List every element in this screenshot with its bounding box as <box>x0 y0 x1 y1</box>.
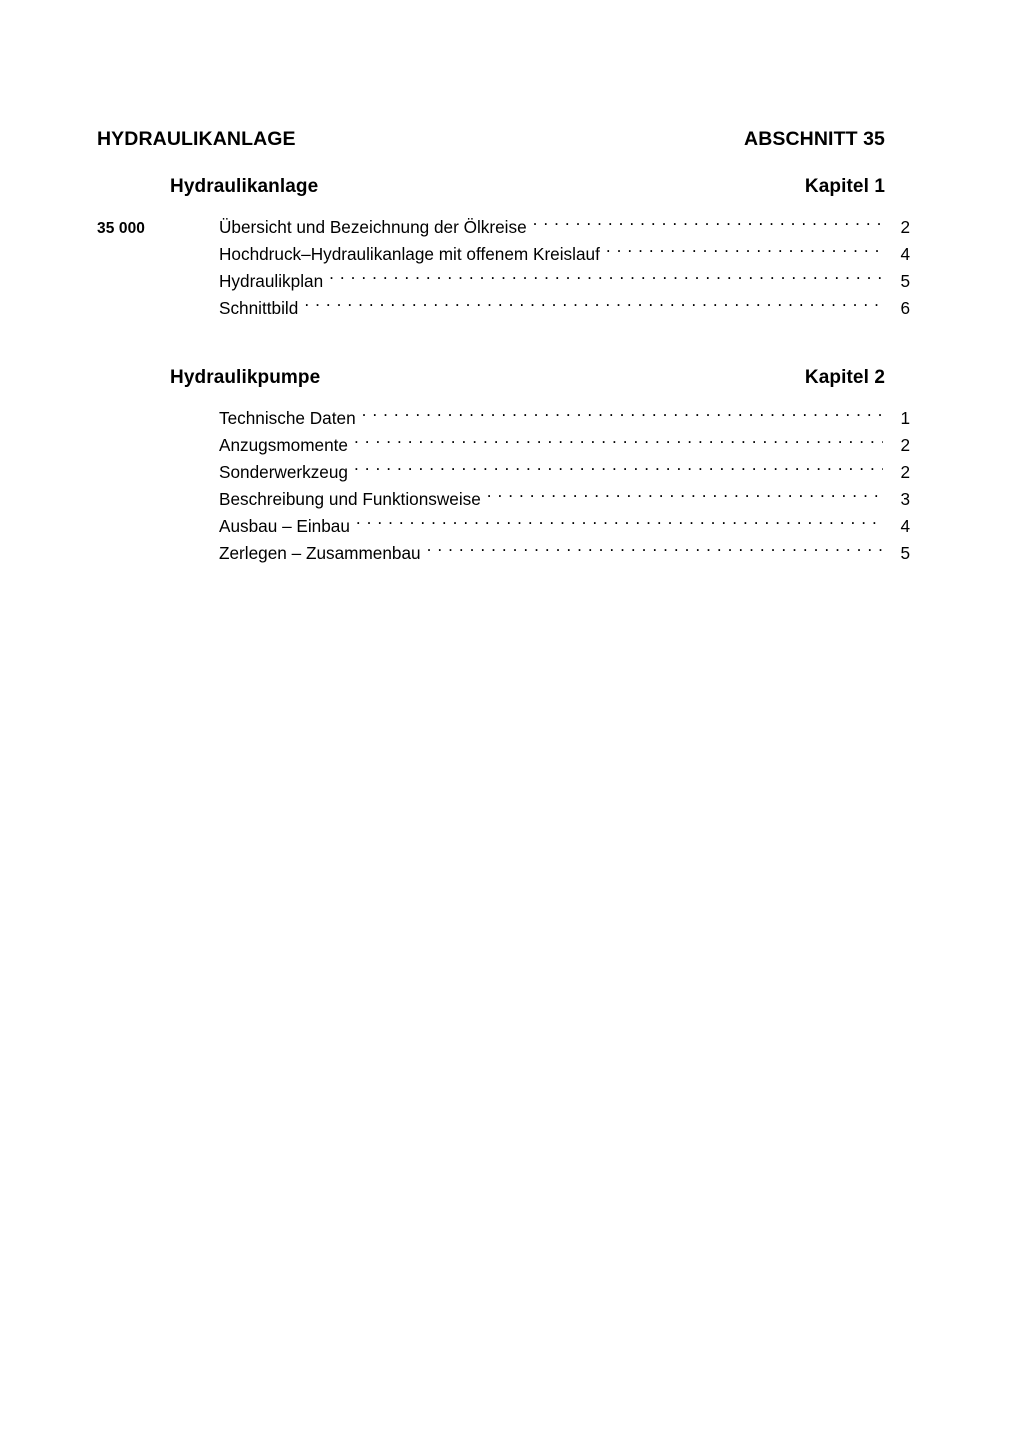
entry-title: Anzugsmomente <box>219 435 348 455</box>
document-title: HYDRAULIKANLAGE <box>97 128 296 150</box>
toc-entry[interactable] <box>97 295 910 322</box>
entry-title: Sonderwerkzeug <box>219 462 348 482</box>
toc-entry[interactable] <box>97 405 910 432</box>
entry-page-number: 2 <box>900 435 910 455</box>
toc-entry[interactable] <box>97 486 910 513</box>
toc-entry[interactable] <box>97 268 910 295</box>
entry-page-number: 1 <box>900 408 910 428</box>
chapter-title: Hydraulikpumpe <box>170 367 321 388</box>
dot-leader <box>606 243 883 260</box>
chapter-number: Kapitel 1 <box>804 176 885 197</box>
entry-title: Zerlegen – Zusammenbau <box>219 543 421 563</box>
toc-entry-list <box>97 214 910 322</box>
toc-entry[interactable] <box>97 459 910 486</box>
toc-entry[interactable] <box>97 432 910 459</box>
chapter-block <box>97 367 910 567</box>
page-content <box>97 128 910 567</box>
entry-page-number: 4 <box>900 516 910 536</box>
dot-leader <box>487 488 883 505</box>
entry-title: Übersicht und Bezeichnung der Ölkreise <box>219 217 527 237</box>
chapter-number: Kapitel 2 <box>804 367 885 388</box>
entry-page-number: 2 <box>900 217 910 237</box>
dot-leader <box>354 461 883 478</box>
running-head <box>97 128 910 151</box>
chapter-block <box>97 176 910 322</box>
entry-page-number: 5 <box>900 271 910 291</box>
entry-page-number: 3 <box>900 489 910 509</box>
toc-entry[interactable] <box>97 540 910 567</box>
entry-title: Hochdruck–Hydraulikanlage mit offenem Kreislauf <box>219 244 600 264</box>
dot-leader <box>427 542 883 559</box>
chapter-title: Hydraulikanlage <box>170 176 319 197</box>
toc-entry[interactable] <box>97 513 910 540</box>
entry-code: 35 000 <box>97 220 146 237</box>
chapter-heading <box>170 367 910 389</box>
toc-entry[interactable] <box>97 214 910 241</box>
entry-page-number: 6 <box>900 298 910 318</box>
entry-page-number: 5 <box>900 543 910 563</box>
toc-entry-list <box>97 405 910 567</box>
dot-leader <box>329 270 883 287</box>
dot-leader <box>304 297 883 314</box>
entry-title: Schnittbild <box>219 298 299 318</box>
dot-leader <box>362 407 883 424</box>
chapter-heading <box>170 176 910 198</box>
entry-title: Technische Daten <box>219 408 356 428</box>
entry-title: Hydraulikplan <box>219 271 324 291</box>
toc-entry[interactable] <box>97 241 910 268</box>
entry-page-number: 4 <box>900 244 910 264</box>
section-label: ABSCHNITT 35 <box>744 128 885 150</box>
entry-title: Beschreibung und Funktionsweise <box>219 489 481 509</box>
entry-page-number: 2 <box>900 462 910 482</box>
dot-leader <box>533 216 883 233</box>
dot-leader <box>356 515 883 532</box>
entry-title: Ausbau – Einbau <box>219 516 350 536</box>
dot-leader <box>354 434 883 451</box>
